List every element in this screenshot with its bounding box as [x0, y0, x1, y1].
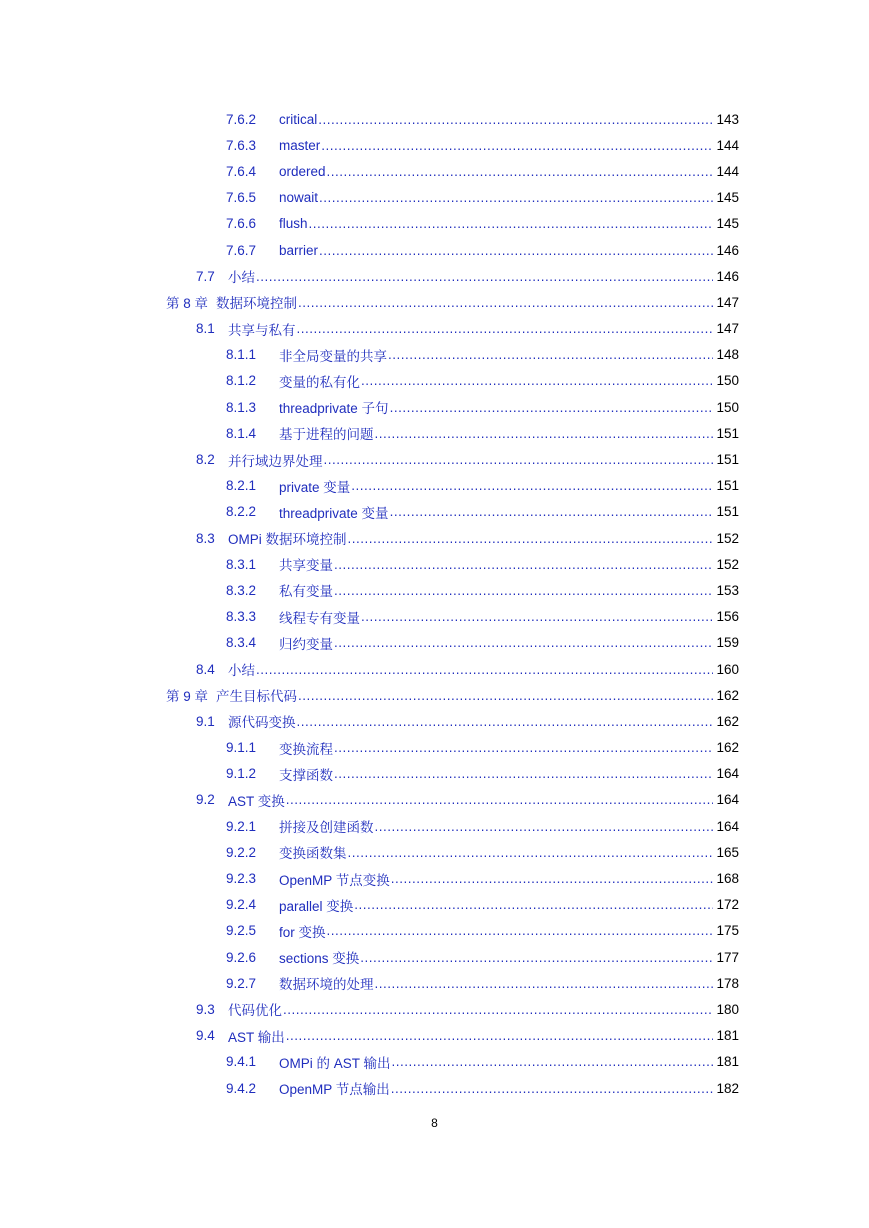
- toc-entry[interactable]: [0, 839, 869, 865]
- toc-entry-title: OpenMP 节点变换: [279, 872, 390, 888]
- dot-leader: [360, 950, 713, 965]
- toc-entry-page: 144: [716, 137, 739, 153]
- toc-entry[interactable]: [0, 473, 869, 499]
- toc-entry-page: 144: [716, 163, 739, 179]
- toc-entry-number: 9.2.2: [226, 844, 257, 860]
- toc-entry-number: 7.6.4: [226, 163, 257, 179]
- dot-leader: [286, 1028, 713, 1043]
- toc-entry[interactable]: [0, 1023, 869, 1049]
- toc-entry-number: 8.1.2: [226, 373, 257, 389]
- toc-entry-page: 175: [716, 923, 739, 939]
- dot-leader: [388, 347, 713, 362]
- toc-entry-page: 152: [716, 530, 739, 546]
- toc-entry-title: flush: [279, 216, 308, 232]
- toc-entry-title: OMPi 的 AST 输出: [279, 1055, 391, 1071]
- toc-entry-page: 148: [716, 347, 739, 363]
- dot-leader: [334, 557, 713, 572]
- toc-entry-number: 8.3.3: [226, 609, 257, 625]
- toc-entry-page: 143: [716, 111, 739, 127]
- toc-entry-title: 产生目标代码: [216, 689, 298, 705]
- dot-leader: [390, 504, 713, 519]
- toc-entry-title: for 变换: [279, 924, 326, 940]
- toc-entry-title: 变换函数集: [279, 846, 347, 862]
- toc-entry-title: 基于进程的问题: [279, 427, 374, 443]
- toc-entry-number: 8.2.1: [226, 478, 257, 494]
- dot-leader: [334, 766, 713, 781]
- toc-entry-number: 7.6.2: [226, 111, 257, 127]
- toc-entry-number: 8.3: [196, 530, 215, 546]
- toc-entry-page: 150: [716, 373, 739, 389]
- toc-entry[interactable]: [0, 420, 869, 446]
- toc-entry-title: parallel 变换: [279, 898, 354, 914]
- toc-entry-title: 源代码变换: [228, 715, 296, 731]
- toc-entry[interactable]: [0, 813, 869, 839]
- toc-entry-page: 151: [716, 478, 739, 494]
- toc-entry[interactable]: [0, 735, 869, 761]
- toc-entry-number: 8.4: [196, 661, 215, 677]
- toc-entry-page: 164: [716, 792, 739, 808]
- toc-entry-page: 177: [716, 949, 739, 965]
- toc-entry-page: 162: [716, 687, 739, 703]
- toc-entry-title: sections 变换: [279, 951, 360, 967]
- dot-leader: [298, 295, 713, 310]
- toc-entry-page: 156: [716, 609, 739, 625]
- toc-entry-title: threadprivate 子句: [279, 401, 389, 417]
- dot-leader: [319, 190, 713, 205]
- toc-entry-page: 153: [716, 582, 739, 598]
- toc-entry[interactable]: [0, 499, 869, 525]
- toc-entry-title: AST 输出: [228, 1029, 285, 1045]
- toc-entry[interactable]: [0, 761, 869, 787]
- toc-entry-number: 9.2.7: [226, 975, 257, 991]
- dot-leader: [334, 740, 713, 755]
- toc-entry-number: 8.2.2: [226, 504, 257, 520]
- toc-entry-number: 9.4: [196, 1028, 215, 1044]
- toc-entry-title: OMPi 数据环境控制: [228, 532, 347, 548]
- toc-entry-number: 9.3: [196, 1001, 215, 1017]
- toc-entry-page: 180: [716, 1001, 739, 1017]
- toc-entry-title: barrier: [279, 242, 319, 258]
- dot-leader: [361, 373, 713, 388]
- toc-entry[interactable]: [0, 446, 869, 472]
- toc-entry-number: 9.2.3: [226, 871, 257, 887]
- toc-entry-title: OpenMP 节点输出: [279, 1082, 390, 1098]
- toc-entry-page: 159: [716, 635, 739, 651]
- toc-entry[interactable]: [0, 342, 869, 368]
- dot-leader: [298, 688, 713, 703]
- toc-entry-number: 9.2: [196, 792, 215, 808]
- dot-leader: [391, 1081, 713, 1096]
- dot-leader: [334, 583, 713, 598]
- toc-entry-page: 147: [716, 294, 739, 310]
- toc-entry-number: 9.1.1: [226, 740, 257, 756]
- toc-entry[interactable]: [0, 316, 869, 342]
- toc-entry-title: 并行域边界处理: [228, 453, 323, 469]
- toc-entry-title: 变换流程: [279, 741, 333, 757]
- toc-entry-number: 9.4.1: [226, 1054, 257, 1070]
- toc-entry[interactable]: [0, 394, 869, 420]
- toc-entry-page: 181: [716, 1028, 739, 1044]
- toc-entry-number: 7.6.5: [226, 190, 257, 206]
- toc-entry-number: 第 8 章: [166, 296, 209, 312]
- toc-entry-number: 7.6.7: [226, 242, 257, 258]
- toc-entry[interactable]: [0, 289, 869, 315]
- dot-leader: [354, 897, 713, 912]
- dot-leader: [375, 976, 714, 991]
- toc-entry-page: 182: [716, 1080, 739, 1096]
- toc-entry-title: nowait: [279, 190, 319, 206]
- toc-entry[interactable]: [0, 1049, 869, 1075]
- toc-entry-title: 线程专有变量: [279, 610, 360, 626]
- dot-leader: [324, 452, 714, 467]
- dot-leader: [297, 321, 714, 336]
- dot-leader: [283, 1002, 713, 1017]
- dot-leader: [256, 269, 713, 284]
- toc-entry[interactable]: [0, 577, 869, 603]
- toc-entry[interactable]: [0, 682, 869, 708]
- toc-entry[interactable]: [0, 211, 869, 237]
- toc-entry-number: 7.6.3: [226, 137, 257, 153]
- dot-leader: [390, 400, 713, 415]
- toc-entry-title: 小结: [228, 270, 255, 286]
- toc-entry-number: 8.1: [196, 321, 215, 337]
- dot-leader: [321, 138, 713, 153]
- toc-entry[interactable]: [0, 106, 869, 132]
- toc-entry[interactable]: [0, 551, 869, 577]
- dot-leader: [286, 792, 713, 807]
- toc-entry-number: 9.2.5: [226, 923, 257, 939]
- toc-entry-title: ordered: [279, 163, 326, 179]
- toc-entry-page: 168: [716, 871, 739, 887]
- toc-entry-page: 160: [716, 661, 739, 677]
- toc-entry[interactable]: [0, 970, 869, 996]
- toc-entry-number: 7.6.6: [226, 216, 257, 232]
- toc-entry[interactable]: [0, 604, 869, 630]
- toc-entry[interactable]: [0, 132, 869, 158]
- toc-entry[interactable]: [0, 185, 869, 211]
- toc-entry-title: 小结: [228, 663, 255, 679]
- toc-entry[interactable]: [0, 708, 869, 734]
- toc-entry-page: 164: [716, 766, 739, 782]
- toc-entry-page: 145: [716, 190, 739, 206]
- toc-entry-number: 7.7: [196, 268, 215, 284]
- toc-entry-page: 151: [716, 452, 739, 468]
- toc-entry-title: critical: [279, 111, 318, 127]
- toc-entry-title: 数据环境控制: [216, 296, 298, 312]
- toc-entry-title: threadprivate 变量: [279, 505, 389, 521]
- page-number: 8: [431, 1116, 438, 1130]
- toc-entry[interactable]: [0, 237, 869, 263]
- toc-entry-title: 数据环境的处理: [279, 977, 374, 993]
- toc-entry-page: 162: [716, 713, 739, 729]
- dot-leader: [392, 1054, 713, 1069]
- toc-entry-title: master: [279, 137, 321, 153]
- toc-entry-page: 162: [716, 740, 739, 756]
- toc-entry[interactable]: [0, 944, 869, 970]
- toc-entry-title: 变量的私有化: [279, 374, 360, 390]
- toc-entry-number: 8.2: [196, 452, 215, 468]
- dot-leader: [391, 871, 713, 886]
- dot-leader: [327, 923, 713, 938]
- dot-leader: [318, 112, 713, 127]
- toc-entry-title: 私有变量: [279, 584, 333, 600]
- toc-entry[interactable]: [0, 656, 869, 682]
- toc-entry-title: private 变量: [279, 479, 351, 495]
- toc-entry-page: 151: [716, 504, 739, 520]
- toc-entry-page: 165: [716, 844, 739, 860]
- toc-entry[interactable]: [0, 865, 869, 891]
- toc-entry-page: 172: [716, 897, 739, 913]
- toc-entry[interactable]: [0, 892, 869, 918]
- dot-leader: [375, 819, 714, 834]
- toc-entry-page: 181: [716, 1054, 739, 1070]
- toc-entry-number: 9.2.4: [226, 897, 257, 913]
- toc-entry-number: 8.3.2: [226, 582, 257, 598]
- toc-entry-number: 8.3.4: [226, 635, 257, 651]
- toc-entry-number: 9.1: [196, 713, 215, 729]
- dot-leader: [361, 609, 713, 624]
- dot-leader: [348, 531, 713, 546]
- toc-entry-page: 146: [716, 242, 739, 258]
- dot-leader: [375, 426, 714, 441]
- toc-entry-number: 9.2.1: [226, 818, 257, 834]
- toc-entry[interactable]: [0, 368, 869, 394]
- toc-entry[interactable]: [0, 630, 869, 656]
- toc-entry-number: 9.2.6: [226, 949, 257, 965]
- toc-entry-title: 共享变量: [279, 558, 333, 574]
- toc-entry-number: 8.1.3: [226, 399, 257, 415]
- toc-entry-page: 147: [716, 321, 739, 337]
- toc-entry[interactable]: [0, 263, 869, 289]
- toc-entry-number: 9.4.2: [226, 1080, 257, 1096]
- toc-entry-title: AST 变换: [228, 793, 285, 809]
- toc-entry-number: 第 9 章: [166, 689, 209, 705]
- toc-entry-page: 150: [716, 399, 739, 415]
- toc-entry-title: 支撑函数: [279, 767, 333, 783]
- toc-entry-number: 8.1.1: [226, 347, 257, 363]
- toc-entry-title: 代码优化: [228, 1003, 282, 1019]
- toc-entry-number: 8.3.1: [226, 556, 257, 572]
- toc-entry[interactable]: [0, 918, 869, 944]
- dot-leader: [348, 845, 714, 860]
- toc-entry[interactable]: [0, 525, 869, 551]
- dot-leader: [319, 243, 713, 258]
- toc-entry-page: 151: [716, 425, 739, 441]
- dot-leader: [334, 635, 713, 650]
- toc-entry[interactable]: [0, 158, 869, 184]
- toc-entry-title: 拼接及创建函数: [279, 820, 374, 836]
- toc-entry-page: 152: [716, 556, 739, 572]
- toc-entry-page: 145: [716, 216, 739, 232]
- dot-leader: [297, 714, 714, 729]
- table-of-contents: [0, 106, 869, 1101]
- dot-leader: [351, 478, 713, 493]
- toc-entry-page: 178: [716, 975, 739, 991]
- toc-entry-title: 归约变量: [279, 636, 333, 652]
- toc-entry[interactable]: [0, 996, 869, 1022]
- dot-leader: [327, 164, 713, 179]
- dot-leader: [256, 662, 713, 677]
- toc-entry-number: 8.1.4: [226, 425, 257, 441]
- toc-entry-number: 9.1.2: [226, 766, 257, 782]
- toc-entry-page: 146: [716, 268, 739, 284]
- toc-entry[interactable]: [0, 1075, 869, 1101]
- toc-entry[interactable]: [0, 787, 869, 813]
- toc-entry-title: 共享与私有: [228, 322, 296, 338]
- toc-entry-title: 非全局变量的共享: [279, 348, 387, 364]
- toc-entry-page: 164: [716, 818, 739, 834]
- dot-leader: [309, 216, 713, 231]
